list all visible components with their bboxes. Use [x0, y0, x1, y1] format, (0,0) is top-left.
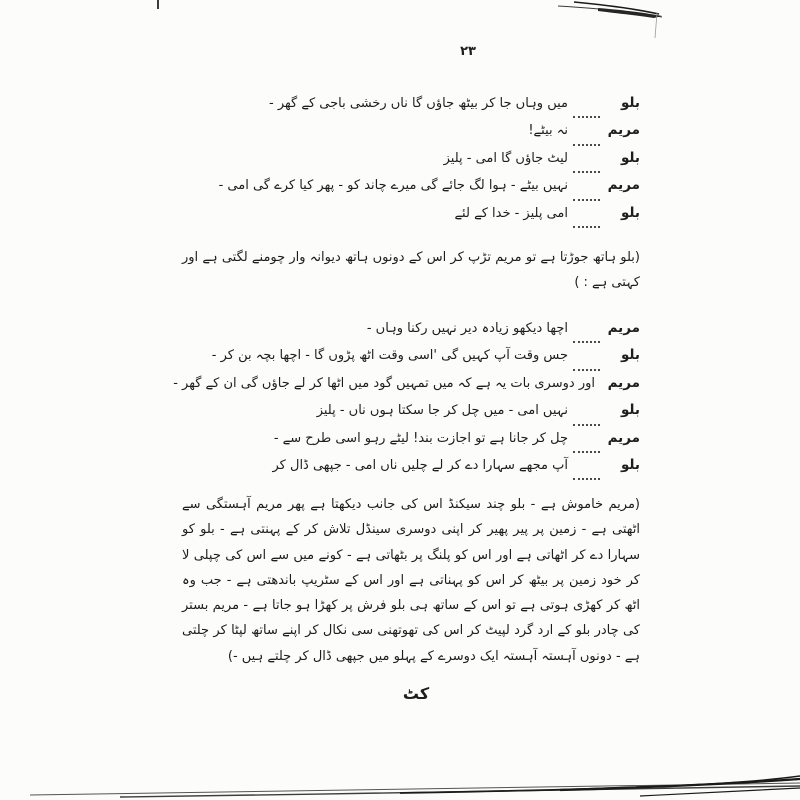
dialogue-text: اور دوسری بات یہ ہے کہ میں تمہیں گود میں اٹھا کر لے جاؤں گی ان کے گھر -	[173, 375, 595, 391]
dialogue-block-1	[182, 95, 640, 232]
dotted-leader	[573, 423, 600, 426]
dialogue-text: جس وقت آپ کہیں گی 'اسی وقت اٹھ پڑوں گا - اچھا بچہ بن کر -	[211, 348, 568, 364]
dialogue-line	[182, 95, 640, 122]
top-tick-artifact	[157, 0, 159, 9]
speaker-name: مریم	[607, 177, 640, 194]
dotted-leader	[573, 198, 600, 201]
dotted-leader	[573, 143, 600, 146]
speaker-name: بلو	[620, 402, 640, 419]
speaker-name: بلو	[620, 456, 640, 473]
speaker-name: بلو	[620, 204, 640, 221]
speaker-name: مریم	[607, 320, 640, 336]
dialogue-line	[182, 150, 640, 177]
dotted-leader	[573, 477, 600, 480]
dialogue-text: لیٹ جاؤں گا امی - پلیز	[443, 150, 568, 166]
dotted-leader	[573, 340, 600, 343]
bottom-edge-artifact	[30, 776, 800, 797]
dialogue-text: نہ بیٹے!	[528, 123, 568, 139]
dialogue-line	[182, 430, 640, 457]
top-edge-streak-artifact	[558, 2, 662, 38]
dialogue-text: نہیں بیٹے - ہوا لگ جائے گی میرے چاند کو - پھر کیا کرے گی امی -	[218, 178, 568, 194]
speaker-name: بلو	[620, 149, 640, 166]
dialogue-text: اچھا دیکھو زیادہ دیر نہیں رکنا وہاں -	[366, 321, 568, 336]
dialogue-line	[182, 347, 640, 374]
dialogue-line	[182, 177, 640, 204]
dotted-leader	[573, 450, 600, 453]
stage-direction-2: (مریم خاموش ہے - بلو چند سیکنڈ اس کی جانب دیکھتا ہے پھر مریم آہستگی سے اٹھتی ہے - زمین پر پیر پھیر کر اپنی دوسری سینڈل تلاش کر کے پہنتی ہے - بلو کو سہارا دے کر اٹھاتی ہے اور اس کو پلنگ پر بٹھاتی ہے - کونے میں سے اس کی چپلی لا کر خود زمین پر بیٹھ کر اس کو پہناتی ہے اور اس کے سٹریپ باندھتی ہے - جب وہ اٹھ کر کھڑی ہوتی ہے تو اس کے ساتھ ہی بلو فرش پر کھڑا ہو جاتا ہے - مریم بستر کی چادر بلو کے ارد گرد لپیٹ کر اس کی تھوتھنی سی نکال کر اپنے ساتھ لپٹا کر چلتی ہے - دونوں آہستہ آہستہ ایک دوسرے کے پہلو میں جپھی ڈال کر چلتے ہیں -)	[182, 497, 640, 664]
dialogue-line	[173, 374, 640, 402]
speaker-name: مریم	[607, 429, 640, 446]
dialogue-block-2	[173, 320, 640, 484]
page-number: ۲۳	[460, 44, 476, 59]
dialogue-text: نہیں امی - میں چل کر جا سکتا ہوں ناں - پلیز	[316, 403, 568, 419]
dotted-leader	[573, 170, 600, 173]
dialogue-text: امی پلیز - خدا کے لئے	[454, 205, 568, 221]
dotted-leader	[573, 225, 600, 228]
stage-direction-1: (بلو ہاتھ جوڑتا ہے تو مریم تڑپ کر اس کے دونوں ہاتھ دیوانہ وار چومنے لگتی ہے اور کہتی ہے : )	[182, 250, 640, 291]
dialogue-text: چل کر جانا ہے تو اجازت بند! لیٹے رہو اسی طرح سے -	[273, 430, 568, 446]
dialogue-line	[182, 205, 640, 232]
dotted-leader	[573, 368, 600, 371]
dialogue-line	[182, 457, 640, 484]
speaker-name: مریم	[607, 122, 640, 139]
dialogue-line	[182, 402, 640, 429]
dialogue-line	[182, 320, 640, 347]
speaker-name: بلو	[620, 347, 640, 364]
dialogue-line	[182, 122, 640, 149]
speaker-name: بلو	[620, 95, 640, 111]
dialogue-text: میں وہاں جا کر بیٹھ جاؤں گا ناں رخشی باجی کے گھر -	[269, 96, 568, 111]
dialogue-text: آپ مجھے سہارا دے کر لے چلیں ناں امی - جپھی ڈال کر	[272, 457, 568, 473]
speaker-name: مریم	[607, 374, 640, 391]
scene-cut-label: کٹ	[402, 684, 430, 703]
dotted-leader	[573, 115, 600, 118]
